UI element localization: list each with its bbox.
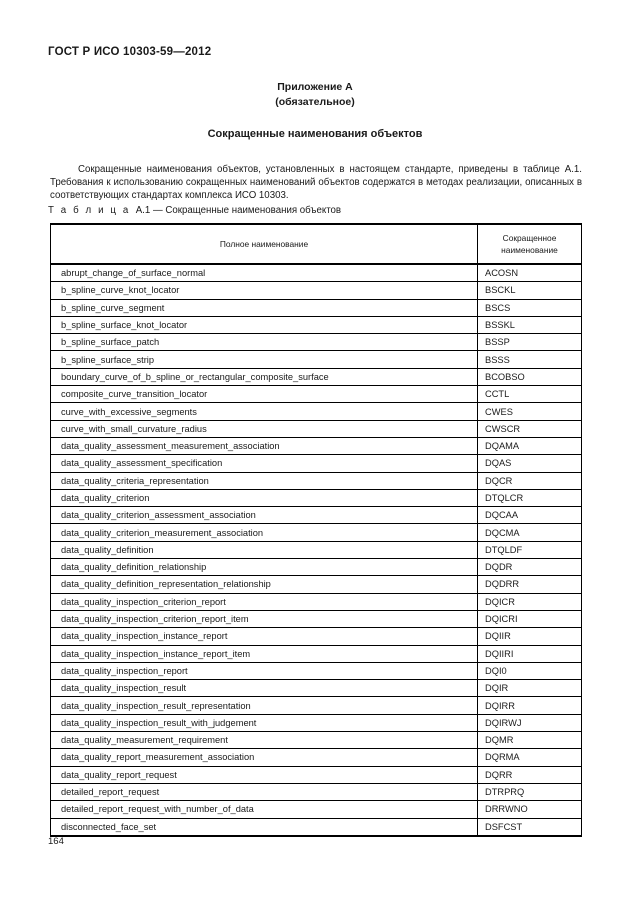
table-caption-prefix: Т а б л и ц а [48,205,131,216]
cell-full-name: data_quality_report_request [51,766,478,783]
abbreviations-table-wrapper [50,223,581,837]
cell-short-name: DQAMA [478,437,582,454]
table-head [51,224,582,264]
cell-full-name: b_spline_curve_segment [51,299,478,316]
table-row [51,662,582,679]
table-row [51,403,582,420]
table-row [51,299,582,316]
cell-full-name: data_quality_inspection_instance_report_item [51,645,478,662]
table-row [51,437,582,454]
cell-short-name: CWES [478,403,582,420]
table-body [51,264,582,836]
cell-short-name: CWSCR [478,420,582,437]
cell-short-name: BSCS [478,299,582,316]
cell-full-name: disconnected_face_set [51,818,478,836]
table-row [51,818,582,836]
cell-short-name: DTQLCR [478,489,582,506]
table-row [51,714,582,731]
table-row [51,351,582,368]
cell-full-name: data_quality_measurement_requirement [51,732,478,749]
page-number: 164 [48,836,64,847]
cell-short-name: DQCMA [478,524,582,541]
cell-short-name: DQDRR [478,576,582,593]
cell-short-name: DQRR [478,766,582,783]
table-row [51,766,582,783]
cell-short-name: DQCAA [478,507,582,524]
cell-full-name: data_quality_inspection_result_with_judgement [51,714,478,731]
cell-full-name: data_quality_criterion_measurement_association [51,524,478,541]
cell-full-name: data_quality_inspection_criterion_report [51,593,478,610]
column-header-short-name-line1: Сокращенное [502,233,557,243]
cell-short-name: DQMR [478,732,582,749]
cell-short-name: ACOSN [478,264,582,282]
table-row [51,264,582,282]
table-row [51,783,582,800]
table-row [51,489,582,506]
cell-short-name: DQICRI [478,610,582,627]
table-row [51,472,582,489]
column-header-short-name [478,224,582,264]
intro-paragraph: Сокращенные наименования объектов, установленных в настоящем стандарте, приведены в таблице А.1. Требования к использованию сокращенных наименований объектов содержатся в методах реализации, описанных в соответствующих стандартах комплекса ИСО 10303. [50,164,582,202]
column-header-short-name-line2: наименование [501,245,558,255]
cell-full-name: abrupt_change_of_surface_normal [51,264,478,282]
table-row [51,316,582,333]
table-row [51,628,582,645]
table-caption [48,205,341,216]
table-row [51,455,582,472]
table-row [51,420,582,437]
cell-full-name: data_quality_assessment_measurement_association [51,437,478,454]
cell-full-name: data_quality_definition_representation_relationship [51,576,478,593]
cell-full-name: detailed_report_request [51,783,478,800]
table-row [51,541,582,558]
table-row [51,697,582,714]
cell-short-name: DQIRWJ [478,714,582,731]
cell-full-name: data_quality_criterion [51,489,478,506]
table-caption-number: А.1 [135,205,151,216]
cell-short-name: DTRPRQ [478,783,582,800]
table-row [51,749,582,766]
table-row [51,801,582,818]
cell-full-name: b_spline_surface_patch [51,334,478,351]
cell-full-name: data_quality_inspection_result_representation [51,697,478,714]
cell-full-name: detailed_report_request_with_number_of_data [51,801,478,818]
table-row [51,576,582,593]
cell-full-name: data_quality_inspection_report [51,662,478,679]
table-row [51,524,582,541]
table-row [51,680,582,697]
cell-full-name: data_quality_inspection_instance_report [51,628,478,645]
annex-status: (обязательное) [275,96,355,108]
table-row [51,386,582,403]
cell-full-name: b_spline_surface_knot_locator [51,316,478,333]
cell-short-name: DQCR [478,472,582,489]
intro-section [50,163,582,203]
annex-heading-block [0,80,630,110]
cell-full-name: data_quality_criteria_representation [51,472,478,489]
cell-short-name: DQI0 [478,662,582,679]
table-row [51,334,582,351]
running-header: ГОСТ Р ИСО 10303-59—2012 [48,46,212,58]
cell-short-name: BSCKL [478,282,582,299]
cell-short-name: DQIRR [478,697,582,714]
cell-full-name: boundary_curve_of_b_spline_or_rectangular_composite_surface [51,368,478,385]
cell-full-name: data_quality_inspection_criterion_report_item [51,610,478,627]
annex-title: Сокращенные наименования объектов [207,128,423,140]
cell-full-name: b_spline_surface_strip [51,351,478,368]
cell-full-name: data_quality_definition [51,541,478,558]
cell-short-name: DQRMA [478,749,582,766]
cell-short-name: DQICR [478,593,582,610]
cell-short-name: DQAS [478,455,582,472]
cell-short-name: DQIIRI [478,645,582,662]
table-row [51,559,582,576]
cell-short-name: DQDR [478,559,582,576]
cell-short-name: DQIR [478,680,582,697]
annex-label: Приложение А [277,81,353,93]
table-row [51,282,582,299]
cell-full-name: data_quality_inspection_result [51,680,478,697]
table-row [51,368,582,385]
cell-short-name: BSSKL [478,316,582,333]
cell-short-name: DTQLDF [478,541,582,558]
table-header-row [51,224,582,264]
cell-short-name: BSSP [478,334,582,351]
table-caption-title: Сокращенные наименования объектов [165,205,342,216]
cell-short-name: BCOBSO [478,368,582,385]
column-header-full-name: Полное наименование [51,224,478,264]
cell-full-name: composite_curve_transition_locator [51,386,478,403]
table-row [51,645,582,662]
cell-full-name: data_quality_report_measurement_association [51,749,478,766]
table-row [51,732,582,749]
cell-full-name: b_spline_curve_knot_locator [51,282,478,299]
cell-full-name: curve_with_small_curvature_radius [51,420,478,437]
cell-short-name: BSSS [478,351,582,368]
cell-full-name: data_quality_assessment_specification [51,455,478,472]
cell-full-name: data_quality_criterion_assessment_association [51,507,478,524]
cell-full-name: data_quality_definition_relationship [51,559,478,576]
cell-full-name: curve_with_excessive_segments [51,403,478,420]
cell-short-name: CCTL [478,386,582,403]
table-row [51,507,582,524]
cell-short-name: DQIIR [478,628,582,645]
table-row [51,610,582,627]
cell-short-name: DSFCST [478,818,582,836]
table-caption-dash: — [152,205,163,216]
abbreviations-table [50,223,582,837]
table-row [51,593,582,610]
cell-short-name: DRRWNO [478,801,582,818]
